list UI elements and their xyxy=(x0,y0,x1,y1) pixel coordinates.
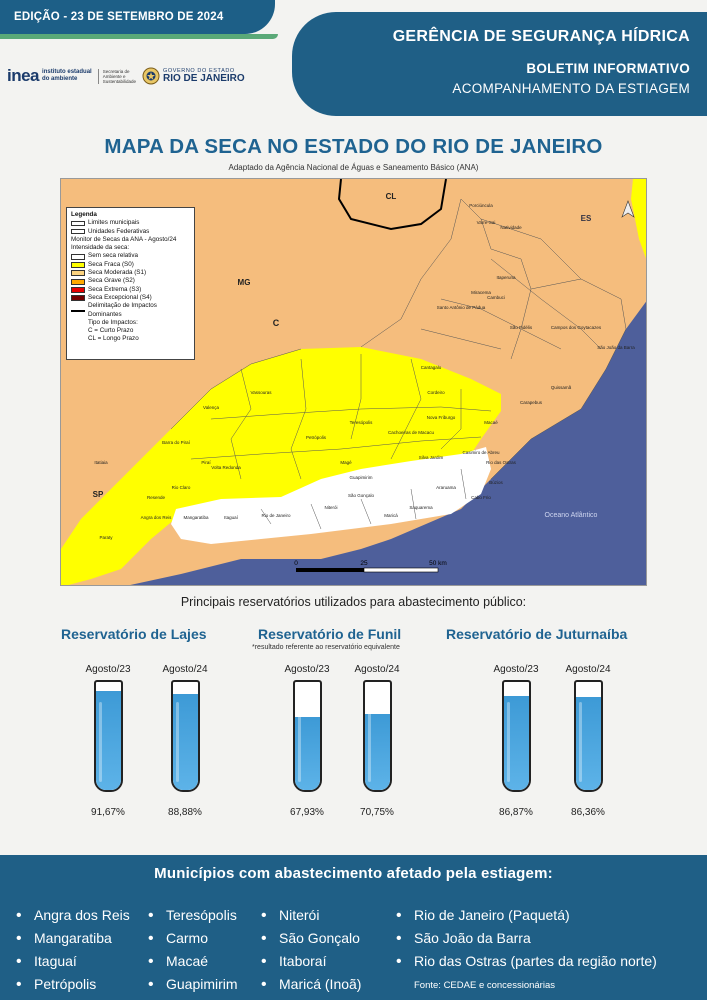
affected-municipalities-panel xyxy=(0,855,707,1000)
legend-intensity-label: Seca Grave (S2) xyxy=(88,277,135,285)
legend-swatch xyxy=(71,254,85,260)
gauge-percent: 86,36% xyxy=(571,807,605,818)
legend-intensity: Intensidade da seca: xyxy=(71,244,130,252)
source-note: Fonte: CEDAE e concessionárias xyxy=(414,980,555,991)
municipality-label: Rio Claro xyxy=(171,485,191,490)
gauge-percent: 88,88% xyxy=(168,807,202,818)
legend-row-municipal xyxy=(71,219,190,227)
municipality-label: Valença xyxy=(203,405,219,410)
reservoir-gauge-curr xyxy=(352,664,402,818)
municipality-label: Varre-Sai xyxy=(476,220,496,225)
municipality-label: Magé xyxy=(340,460,352,465)
municipality-label: Santo Antônio de Pádua xyxy=(436,305,486,310)
legend-title: Legenda xyxy=(71,211,97,218)
municipality-label: Teresópolis xyxy=(349,420,373,425)
reservoir-gauge-prev xyxy=(282,664,332,818)
legend-long-term: CL = Longo Prazo xyxy=(88,335,139,343)
municipality-label: Itatiaia xyxy=(94,460,108,465)
sec-line-3: Sustentabilidade xyxy=(102,78,136,84)
map-label-mg: MG xyxy=(237,278,251,287)
reservoir-title-juturnaiba: Reservatório de Juturnaíba xyxy=(446,626,628,642)
map-label-es: ES xyxy=(580,214,592,223)
municipality-label: Búzios xyxy=(489,480,503,485)
municipality-label: Guapimirim xyxy=(349,475,373,480)
municipality-label: Mangaratiba xyxy=(183,515,209,520)
legend-intensity-label: Sem seca relativa xyxy=(88,252,139,260)
legend-impact-type: Tipo de Impactos: xyxy=(88,318,138,326)
reservoir-note: *resultado referente ao reservatório equivalente xyxy=(252,644,400,651)
municipality-label: Cantagalo xyxy=(420,365,442,370)
map-label-sp: SP xyxy=(92,490,104,499)
municipality-label: Rio de Janeiro xyxy=(261,513,291,518)
secretaria-logo-text xyxy=(98,69,136,84)
gauge-period-label: Agosto/23 xyxy=(85,664,131,675)
gauge-percent: 91,67% xyxy=(91,807,125,818)
municipality-label: Araruama xyxy=(436,485,456,490)
reservoir-title-lajes: Reservatório de Lajes xyxy=(61,626,207,642)
municipality-label: Miracema xyxy=(471,290,491,295)
map-label-cl: CL xyxy=(385,192,397,201)
municipality-label: Carapebus xyxy=(519,400,543,405)
municipality-item: • Niterói xyxy=(261,904,361,927)
municipality-label: Cabo Frio xyxy=(471,495,491,500)
municipality-item: • Macaé xyxy=(148,950,238,973)
gauge-period-label: Agosto/24 xyxy=(354,664,400,675)
municipality-label: Maricá xyxy=(384,513,398,518)
legend-intensity-label: Seca Excepcional (S4) xyxy=(88,293,152,301)
scale-label-0: 0 xyxy=(294,560,298,567)
bulletin-title: BOLETIM INFORMATIVO xyxy=(526,61,690,76)
municipality-list-4 xyxy=(396,904,657,973)
legend-swatch xyxy=(71,295,85,301)
government-logo-text xyxy=(163,68,245,84)
municipality-item: • Petrópolis xyxy=(16,973,130,996)
gauge-period-label: Agosto/23 xyxy=(284,664,330,675)
municipality-item: • Rio das Ostras (partes da região norte) xyxy=(396,950,657,973)
municipality-label: Itaperuna xyxy=(496,275,516,280)
bulletin-subtitle: ACOMPANHAMENTO DA ESTIAGEM xyxy=(452,81,690,96)
map-subtitle: Adaptado da Agência Nacional de Águas e Saneamento Básico (ANA) xyxy=(228,163,479,172)
municipality-item: • Teresópolis xyxy=(148,904,238,927)
sec-line-1: Secretaria de xyxy=(102,68,130,74)
legend-row-intensity xyxy=(71,277,190,285)
seca-fraca-north xyxy=(631,179,647,264)
municipality-item: • Itaboraí xyxy=(261,950,361,973)
municipality-label: Angra dos Reis xyxy=(140,515,172,520)
municipality-label: Cordeiro xyxy=(427,390,445,395)
gauge-tube xyxy=(502,680,531,792)
state-seal-icon xyxy=(142,66,160,86)
legend-swatch xyxy=(71,262,85,268)
municipality-item: • Mangaratiba xyxy=(16,927,130,950)
municipality-item: • Itaguaí xyxy=(16,950,130,973)
municipality-list-2 xyxy=(148,904,238,996)
municipality-label: São João da Barra xyxy=(597,345,635,350)
municipality-label: Petrópolis xyxy=(305,435,327,440)
sec-line-2: Ambiente e xyxy=(102,73,126,79)
legend-impact-line: Delimitação de Impactos Dominantes xyxy=(88,302,157,318)
gauge-percent: 67,93% xyxy=(290,807,324,818)
municipality-label: Rio das Ostras xyxy=(486,460,516,465)
map-label-c: C xyxy=(272,318,280,328)
municipality-label: Natividade xyxy=(500,225,522,230)
municipality-label: Nova Friburgo xyxy=(426,415,456,420)
legend-intensity-label: Seca Fraca (S0) xyxy=(88,260,134,268)
legend-intensity-label: Seca Moderada (S1) xyxy=(88,269,147,277)
scale-label-25: 25 xyxy=(360,560,368,567)
gauge-period-label: Agosto/24 xyxy=(565,664,611,675)
gov-line-2: RIO DE JANEIRO xyxy=(162,73,245,84)
municipality-item: • Maricá (Inoã) xyxy=(261,973,361,996)
municipality-item: • Rio de Janeiro (Paquetá) xyxy=(396,904,657,927)
municipality-label: Itaguaí xyxy=(224,515,238,520)
map-title: MAPA DA SECA NO ESTADO DO RIO DE JANEIRO xyxy=(104,135,603,158)
legend-row-intensity xyxy=(71,252,190,260)
municipality-label: Niterói xyxy=(324,505,338,510)
legend-swatch xyxy=(71,287,85,293)
municipality-label: São Gonçalo xyxy=(347,493,375,498)
municipality-item: • Guapimirim xyxy=(148,973,238,996)
municipality-list-1 xyxy=(16,904,130,996)
municipality-label: Casimiro de Abreu xyxy=(462,450,500,455)
reservoir-gauge-curr xyxy=(160,664,210,818)
legend-row-federal xyxy=(71,228,190,236)
gauge-percent: 70,75% xyxy=(360,807,394,818)
gauge-percent: 86,87% xyxy=(499,807,533,818)
reservoir-gauge-prev xyxy=(83,664,133,818)
reservoirs-intro: Principais reservatórios utilizados para abastecimento público: xyxy=(180,595,527,609)
reservoir-gauge-prev xyxy=(491,664,541,818)
municipality-item: • Angra dos Reis xyxy=(16,904,130,927)
municipality-label: Silva Jardim xyxy=(418,455,444,460)
inea-logo: inea xyxy=(7,66,40,85)
legend-federal: Unidades Federativas xyxy=(88,227,150,235)
impact-line-cl xyxy=(339,179,446,229)
gauge-period-label: Agosto/24 xyxy=(162,664,208,675)
municipality-label: Quissamã xyxy=(550,385,572,390)
municipality-label: Porciúncula xyxy=(469,203,493,208)
gauge-tube xyxy=(293,680,322,792)
legend-short-term: C = Curto Prazo xyxy=(88,327,134,335)
municipality-label: Cachoeiras de Macacu xyxy=(387,430,435,435)
municipality-label: Saquarema xyxy=(409,505,433,510)
map-label-ocean: Oceano Atlântico xyxy=(544,512,598,519)
logos-bar xyxy=(7,64,245,88)
legend-municipal: Limites municipais xyxy=(88,219,140,227)
municipality-list-3 xyxy=(261,904,361,996)
municipality-label: Barra do Piraí xyxy=(162,440,190,445)
header-panel xyxy=(292,12,707,116)
gauge-tube xyxy=(94,680,123,792)
municipality-label: São Fidélis xyxy=(509,325,533,330)
scale-label-50: 50 km xyxy=(429,560,447,567)
gauge-period-label: Agosto/23 xyxy=(493,664,539,675)
legend-row-intensity xyxy=(71,286,190,294)
legend-row-intensity xyxy=(71,294,190,302)
municipality-label: Macaé xyxy=(484,420,498,425)
municipality-item: • São Gonçalo xyxy=(261,927,361,950)
legend-swatch xyxy=(71,270,85,276)
affected-title: Municípios com abastecimento afetado pela estiagem: xyxy=(154,865,553,882)
gauge-tube xyxy=(363,680,392,792)
inea-line-1: instituto estadual xyxy=(42,69,92,75)
map-legend xyxy=(66,207,195,360)
edition-banner xyxy=(0,0,275,34)
municipality-label: Resende xyxy=(146,495,166,500)
municipality-label: Cambuci xyxy=(487,295,505,300)
legend-row-impact xyxy=(71,302,190,319)
municipality-item: • São João da Barra xyxy=(396,927,657,950)
legend-row-intensity xyxy=(71,261,190,269)
legend-swatch xyxy=(71,279,85,285)
municipality-label: Campos dos Goytacazes xyxy=(550,325,602,330)
reservoir-gauge-curr xyxy=(563,664,613,818)
inea-line-2: do ambiente xyxy=(42,76,78,82)
municipality-label: Paraty xyxy=(99,535,113,540)
gov-line-1: GOVERNO DO ESTADO xyxy=(162,68,235,74)
edition-date: EDIÇÃO - 23 DE SETEMBRO DE 2024 xyxy=(14,11,224,23)
municipality-item: • Carmo xyxy=(148,927,238,950)
department-title: GERÊNCIA DE SEGURANÇA HÍDRICA xyxy=(392,28,690,45)
legend-row-intensity xyxy=(71,269,190,277)
municipality-label: Volta Redonda xyxy=(211,465,241,470)
gauge-tube xyxy=(574,680,603,792)
inea-logo-text xyxy=(42,69,92,83)
municipality-label: Piraí xyxy=(201,460,211,465)
municipality-label: Vassouras xyxy=(250,390,272,395)
legend-intensity-label: Seca Extrema (S3) xyxy=(88,285,142,293)
legend-monitor: Monitor de Secas da ANA - Agosto/24 xyxy=(71,235,177,243)
gauge-tube xyxy=(171,680,200,792)
reservoir-title-funil: Reservatório de Funil xyxy=(258,626,402,642)
